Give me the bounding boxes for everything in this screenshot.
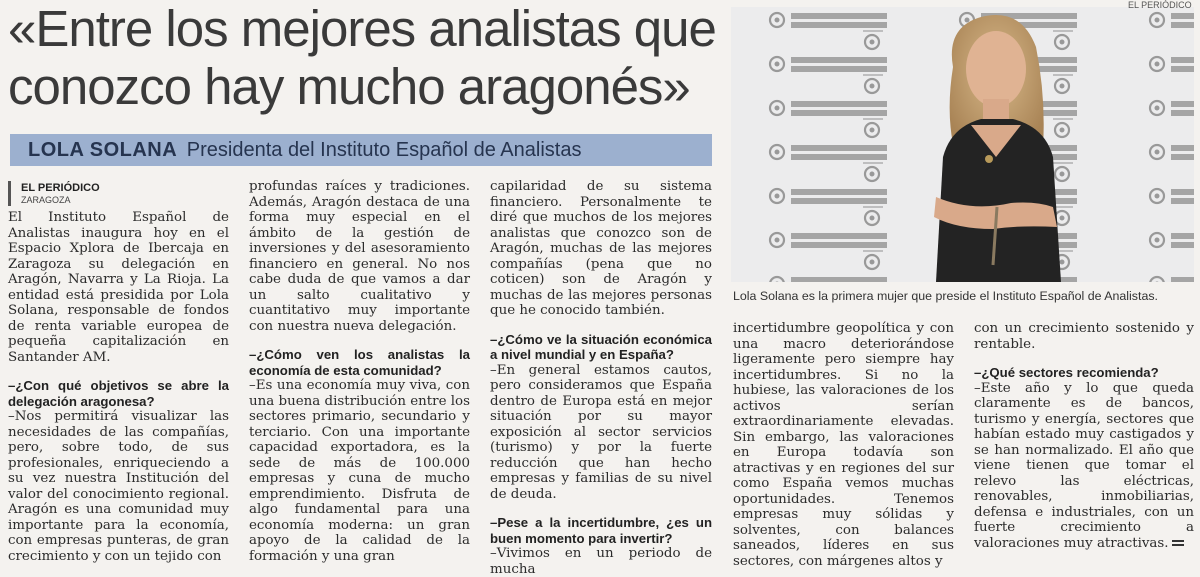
name-bar <box>10 134 712 166</box>
answer-2-continued: capilaridad de su sistema financiero. Personalmente te diré que muchos de los mejores analistas que conozco son de Aragón, muchas de las mejores compañías (pena que no coticen) son de Aragón y muchas de las mejores personas que he conocido también. <box>490 179 712 318</box>
byline-location: ZARAGOZA <box>21 195 71 205</box>
article-column-2 <box>249 179 470 564</box>
photo-illustration <box>731 7 1194 282</box>
answer-4-continued: incertidumbre geopolítica y con una macro deteriorándose ligeramente pero siempre hay incertidumbres. Si no la hubiese, las valoraciones de los activos serían extraordinariamente elevadas. Sin embargo, las valoraciones en Europa todavía son atractivas y en regiones del sur como España vemos muchas oportunidades. Tenemos empresas muy sólidas y solventes, con balances saneados, líderes en sus sectores, con márgenes altos y <box>733 321 954 569</box>
byline <box>8 181 251 206</box>
article-column-1 <box>8 210 229 564</box>
question-1: –¿Con qué objetivos se abre la delegación aragonesa? <box>8 378 229 409</box>
interviewee-role: Presidenta del Instituto Español de Analistas <box>186 139 582 161</box>
article-column-4 <box>733 321 954 569</box>
interviewee-name: LOLA SOLANA <box>28 139 178 161</box>
answer-1-continued: profundas raíces y tradiciones. Además, Aragón destaca de una forma muy especial en el ámbito de la gestión de inversiones y del asesoramiento financiero en general. No nos cabe duda de que vamos a dar un salto cualitativo y cuantitativo muy importante con nuestra nueva delegación. <box>249 179 470 334</box>
answer-4-end: con un crecimiento sostenido y rentable. <box>974 321 1194 352</box>
photo-credit: EL PERIÓDICO <box>1128 0 1192 10</box>
intro-paragraph: El Instituto Español de Analistas inaugura hoy en el Espacio Xplora de Ibercaja en Zaragoza su delegación en Aragón, Navarra y La Rioja. La entidad está presidida por Lola Solana, responsable de fondos de renta variable europea de pequeña capitalización en Santander AM. <box>8 210 229 365</box>
question-2: –¿Cómo ven los analistas la economía de esta comunidad? <box>249 347 470 378</box>
answer-3: –En general estamos cautos, pero consideramos que España dentro de Europa está en mejor situación por su mayor exposición al sector servicios (turismo) y por la fuerte reducción que han hecho empresas y familias de su nivel de deuda. <box>490 362 712 502</box>
byline-source: EL PERIÓDICO <box>21 182 100 194</box>
headline-line-2: conozco hay mucho aragonés» <box>8 58 690 115</box>
article-column-3 <box>490 179 712 577</box>
headline <box>8 0 720 116</box>
photo-caption: Lola Solana es la primera mujer que preside el Instituto Español de Analistas. <box>733 289 1158 303</box>
answer-5 <box>974 381 1194 552</box>
portrait-photo <box>731 7 1194 282</box>
answer-2: –Es una economía muy viva, con una buena distribución entre los sectores primario, secundario y terciario. Con una importante capacidad exportadora, es la sede de más de 100.000 empresas y cuna de mucho emprendimiento. Disfruta de algo fundamental para una economía moderna: un gran apoyo de la calidad de la formación y una gran <box>249 378 470 564</box>
question-5: –¿Qué sectores recomienda? <box>974 365 1159 380</box>
answer-5-text: –Este año y lo que queda claramente es de bancos, turismo y energía, sectores que habían estado muy castigados y se han normalizado. El año que viene tienen que tomar el relevo las eléctricas, renovables, inmobiliarias, defensa e industriales, con un fuerte crecimiento a valoraciones muy atractivas. <box>974 380 1194 551</box>
question-4: –Pese a la incertidumbre, ¿es un buen momento para invertir? <box>490 515 712 546</box>
end-of-article-icon <box>1172 540 1184 546</box>
article-column-5 <box>974 321 1194 551</box>
headline-line-1: «Entre los mejores analistas que <box>8 0 716 57</box>
question-3: –¿Cómo ve la situación económica a nivel mundial y en España? <box>490 331 712 362</box>
answer-1: –Nos permitirá visualizar las necesidades de las compañías, pero, sobre todo, de sus profesionales, enriqueciendo a su vez nuestra Institución del valor del conocimiento regional. Aragón es una comunidad muy importante para la economía, con empresas punteras, de gran crecimiento y con un tejido con <box>8 409 229 564</box>
answer-4: –Vivimos en un periodo de mucha <box>490 546 712 577</box>
